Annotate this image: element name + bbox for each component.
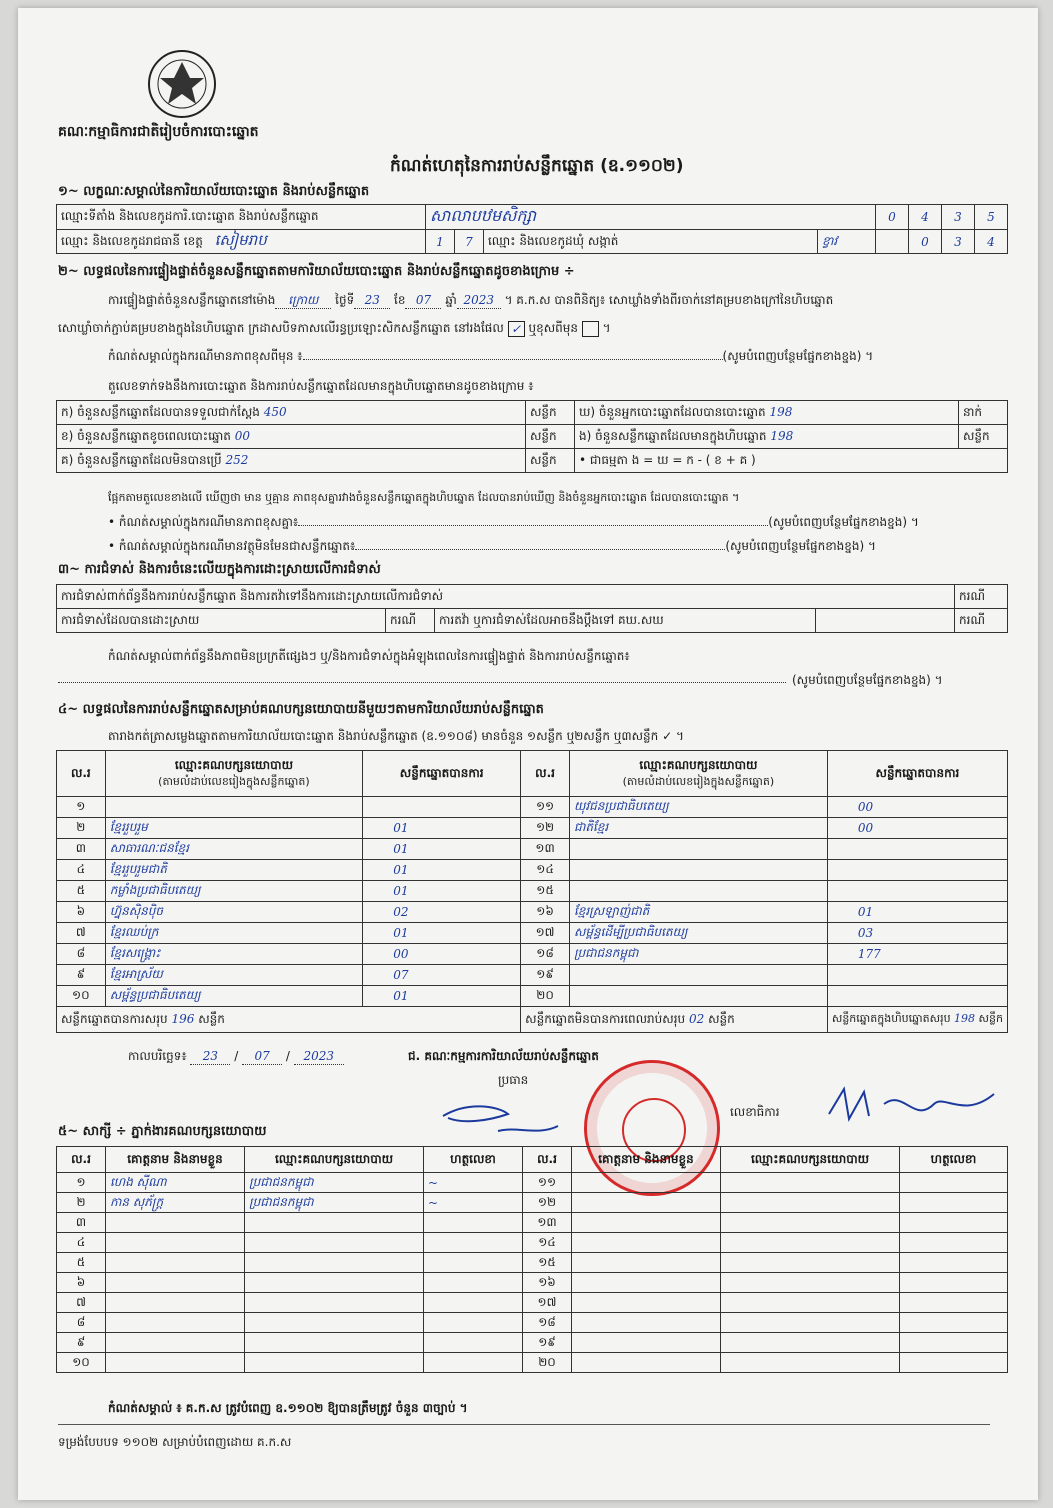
results-no-right: ១៨	[521, 944, 570, 965]
section4-heading: ៤~ លទ្ធផលនៃការរាប់សន្លឹកឆ្នោតសម្រាប់គណបក្សនយោបាយនីមួយៗតាមការិយាល័យរាប់សន្លឹកឆ្នោត	[58, 702, 544, 717]
witness-row	[57, 1353, 1008, 1373]
invalid-total-label: សន្លឹកឆ្នោតមិនបានការពេលរាប់សរុប	[525, 1011, 686, 1026]
voters-unit: នាក់	[959, 401, 1008, 425]
resolved-label: ការជំទាស់ដែលបានដោះស្រាយ	[57, 609, 386, 633]
complaint-label: ការតវ៉ា ឬការជំទាស់ដែលអាចនឹងប្តឹងទៅ គឃ.សឃ	[435, 609, 816, 633]
witness-name-left	[106, 1333, 245, 1353]
witness-col-party-right: ឈ្មោះគណបក្សនយោបាយ	[721, 1147, 900, 1173]
witness-sign-left	[424, 1233, 523, 1253]
results-col-party-sub-right: (តាមលំដាប់លេខរៀងក្នុងសន្លឹកឆ្នោត)	[622, 774, 775, 788]
results-no-right: ១៥	[521, 881, 570, 902]
results-no-left: ១០	[57, 986, 106, 1007]
unused-unit: សន្លឹក	[526, 449, 575, 473]
witness-name-right	[572, 1273, 721, 1293]
results-votes-right	[827, 881, 1007, 902]
difference-note: កំណត់សម្គាល់ក្នុងករណីមានភាពខុសពីមុន ៖ (សូមបំពេញបន្ថែមផ្នែកខាងខ្នង) ។	[108, 349, 874, 363]
box-total-label: សន្លឹកឆ្នោតក្នុងហិបឆ្នោតសរុប	[831, 1011, 951, 1025]
tally-sheet-note: តារាងកត់ត្រាសម្លេងឆ្នោតតាមការិយាល័យបោះឆ្នោត និងរាប់សន្លឹកឆ្នោត (ឧ.១១០៨) មានចំនួន ១សន្លឹក ឬ២សន្លឹក ឬ៣សន្លឹក ✓ ។	[108, 729, 684, 743]
witness-col-no-right: ល.រ	[523, 1147, 572, 1173]
province-code-1: 1	[426, 230, 455, 254]
witness-party-left	[245, 1213, 424, 1233]
witness-sign-left	[424, 1353, 523, 1373]
footnote: កំណត់សម្គាល់ ៖ គ.ក.ស ត្រូវបំពេញ ឧ.១១០២ ឱ្យបានត្រឹមត្រូវ ចំនួន ៣ច្បាប់ ។	[108, 1401, 468, 1415]
results-row	[57, 902, 1008, 923]
secretary-signature	[824, 1084, 1004, 1134]
objections-table	[56, 584, 1008, 633]
witness-name-right	[572, 1213, 721, 1233]
commune-code-blank	[876, 230, 909, 254]
witness-name-right	[572, 1253, 721, 1273]
witness-party-left	[245, 1313, 424, 1333]
province-label: ឈ្មោះ និងលេខកូដរាជធានី ខេត្ត	[61, 233, 203, 248]
note-dotted-line	[58, 682, 786, 683]
witness-party-left	[245, 1333, 424, 1353]
results-row	[57, 881, 1008, 902]
different-checkbox	[582, 321, 599, 337]
results-row	[57, 923, 1008, 944]
box-total: 198	[954, 1011, 976, 1025]
invalid-total: 02	[688, 1011, 705, 1026]
results-votes-left	[363, 797, 521, 818]
commune-code-3: 4	[975, 230, 1008, 254]
witness-no-right: ១២	[523, 1193, 572, 1213]
date-month: 07	[242, 1048, 282, 1065]
results-votes-right: 00	[827, 818, 1007, 839]
commune-name: ខ្វាវ	[817, 230, 875, 254]
secretary-label: លេខាធិការ	[730, 1105, 780, 1119]
received-unit: សន្លឹក	[526, 401, 575, 425]
witness-party-left: ប្រជាជនកម្ពុជា	[245, 1193, 424, 1213]
results-no-right: ១៧	[521, 923, 570, 944]
witness-sign-right	[900, 1233, 1008, 1253]
unused-label: គ) ចំនួនសន្លឹកឆ្នោតដែលមិនបានប្រើ	[61, 452, 222, 467]
witness-no-right: ១៣	[523, 1213, 572, 1233]
witness-sign-left	[424, 1213, 523, 1233]
results-party-left: សម្ព័ន្ធប្រជាធិបតេយ្យ	[105, 986, 363, 1007]
witness-col-name-right: គោត្តនាម និងនាមខ្លួន	[572, 1147, 721, 1173]
witness-no-left: ១០	[57, 1353, 106, 1373]
witness-no-left: ៦	[57, 1273, 106, 1293]
results-votes-left: 01	[363, 860, 521, 881]
witness-name-left	[106, 1273, 245, 1293]
results-row	[57, 860, 1008, 881]
section1-heading: ១~ លក្ខណៈសម្គាល់នៃការិយាល័យបោះឆ្នោត និងរាប់សន្លឹកឆ្នោត	[58, 184, 370, 199]
results-party-left: ខ្មែររួបរួមជាតិ	[105, 860, 363, 881]
results-votes-left: 01	[363, 881, 521, 902]
results-col-no-right: ល.រ	[521, 751, 570, 797]
witness-no-left: ៩	[57, 1333, 106, 1353]
results-votes-right	[827, 986, 1007, 1007]
witness-party-right	[721, 1353, 900, 1373]
results-no-left: ៨	[57, 944, 106, 965]
results-no-left: ៣	[57, 839, 106, 860]
witness-table	[56, 1146, 1008, 1373]
results-party-left: ខ្មែរឈប់ក្រ	[105, 923, 363, 944]
figures-table	[56, 400, 1008, 473]
witness-col-party-left: ឈ្មោះគណបក្សនយោបាយ	[245, 1147, 424, 1173]
results-party-right: ជាតិខ្មែរ	[569, 818, 827, 839]
witness-party-right	[721, 1293, 900, 1313]
document-page	[18, 8, 1038, 1500]
commune-code-1: 0	[909, 230, 942, 254]
place-code-1: 0	[876, 205, 909, 230]
witness-no-left: ១	[57, 1173, 106, 1193]
commune-label: ឈ្មោះ និងលេខកូដឃុំ សង្កាត់	[484, 230, 818, 254]
results-no-left: ១	[57, 797, 106, 818]
chair-label: ប្រធាន	[498, 1073, 529, 1087]
results-party-left: ហ្វ៊ុនស៊ិនប៉ិច	[105, 902, 363, 923]
witness-row	[57, 1273, 1008, 1293]
results-party-right	[569, 839, 827, 860]
witness-no-left: ៣	[57, 1213, 106, 1233]
results-votes-left: 01	[363, 986, 521, 1007]
results-row	[57, 965, 1008, 986]
witness-party-right	[721, 1173, 900, 1193]
results-row	[57, 797, 1008, 818]
place-code-2: 4	[909, 205, 942, 230]
witness-sign-left	[424, 1313, 523, 1333]
results-row	[57, 839, 1008, 860]
discrepancy-note: • កំណត់សម្គាល់ក្នុងករណីមានភាពខុសគ្នា៖ (សូមបំពេញបន្ថែមផ្នែកខាងខ្នង) ។	[108, 515, 919, 529]
witness-row	[57, 1293, 1008, 1313]
spoiled-label: ខ) ចំនួនសន្លឹកឆ្នោតខូចពេលបោះឆ្នោត	[61, 428, 231, 443]
witness-no-left: ៤	[57, 1233, 106, 1253]
results-no-right: ១៣	[521, 839, 570, 860]
witness-party-left	[245, 1353, 424, 1373]
province-cell	[57, 230, 426, 254]
witness-name-left	[106, 1253, 245, 1273]
witness-no-right: ១៧	[523, 1293, 572, 1313]
valid-total-label: សន្លឹកឆ្នោតបានការសរុប	[61, 1011, 168, 1026]
results-votes-left: 07	[363, 965, 521, 986]
place-code-4: 5	[975, 205, 1008, 230]
witness-name-left: កាន សុភ័ក្ត្រ	[106, 1193, 245, 1213]
witness-row	[57, 1213, 1008, 1233]
discrepancy-line: ផ្អែកតាមតួលេខខាងលើ ឃើញថា មាន ឬគ្មាន ភាពខុសគ្នារវាងចំនួនសន្លឹកឆ្នោតក្នុងហិបឆ្នោត ដែលបានរាប់ឃើញ និងចំនួនអ្នកបោះឆ្នោត ដែលបានបោះឆ្នោត ។	[108, 491, 740, 504]
witness-sign-left	[424, 1333, 523, 1353]
date-year: 2023	[294, 1048, 344, 1065]
date-day: 23	[190, 1048, 230, 1065]
commune-code-2: 3	[942, 230, 975, 254]
results-votes-left: 01	[363, 818, 521, 839]
witness-no-right: ១៥	[523, 1253, 572, 1273]
results-party-left: ខ្មែររួបរួម	[105, 818, 363, 839]
voters-value: 198	[769, 404, 793, 419]
witness-no-left: ៧	[57, 1293, 106, 1313]
witness-sign-right	[900, 1173, 1008, 1193]
verification-line-2: សោឃ្លាំចាក់ភ្ជាប់គម្របខាងក្នុងនៃហិបឆ្នោត ក្រដាសបិទភាសលើរន្ធប្រឡោះសិកសន្លឹកឆ្នោត នៅរងផែល ✓ ឬខុសពីមុន ។	[58, 321, 611, 336]
received-value: 450	[263, 404, 287, 419]
results-votes-left: 00	[363, 944, 521, 965]
witness-row	[57, 1193, 1008, 1213]
witness-sign-left	[424, 1293, 523, 1313]
witness-party-left: ប្រជាជនកម្ពុជា	[245, 1173, 424, 1193]
results-votes-left: 01	[363, 839, 521, 860]
same-checkbox: ✓	[508, 321, 525, 337]
witness-col-name-left: គោត្តនាម និងនាមខ្លួន	[106, 1147, 245, 1173]
note-fill-hint: (សូមបំពេញបន្ថែមផ្នែកខាងខ្នង) ។	[792, 673, 943, 687]
witness-col-no-left: ល.រ	[57, 1147, 106, 1173]
verification-line-1: ការផ្ទៀងផ្ទាត់ចំនួនសន្លឹកឆ្នោតនៅម៉ោង ក្រោយ ថ្ងៃទី 23 ខែ 07 ឆ្នាំ 2023 ។ គ.ក.ស បានពិនិត្យ៖ សោឃ្លាំងទាំងពីរចាក់នៅគម្របខាងក្រៅនៃហិបឆ្នោត	[108, 293, 834, 307]
results-row	[57, 818, 1008, 839]
org-name: គណៈកម្មាធិការជាតិរៀបចំការបោះឆ្នោត	[58, 124, 259, 140]
results-party-right: ខ្មែរស្រឡាញ់ជាតិ	[569, 902, 827, 923]
results-row	[57, 944, 1008, 965]
results-col-votes-left: សន្លឹកឆ្នោតបានការ	[363, 751, 521, 797]
witness-name-right	[572, 1233, 721, 1253]
results-col-party-left: ឈ្មោះគណបក្សនយោបាយ	[174, 757, 293, 772]
results-no-left: ៧	[57, 923, 106, 944]
results-votes-right: 03	[827, 923, 1007, 944]
results-no-left: ៩	[57, 965, 106, 986]
witness-no-right: ១៨	[523, 1313, 572, 1333]
form-title: កំណត់ហេតុនៃការរាប់សន្លឹកឆ្នោត (ឧ.១១០២)	[390, 156, 684, 176]
witness-sign-right	[900, 1253, 1008, 1273]
results-no-right: ១២	[521, 818, 570, 839]
unused-value: 252	[225, 452, 249, 467]
results-no-left: ៦	[57, 902, 106, 923]
witness-party-left	[245, 1293, 424, 1313]
witness-name-left	[106, 1233, 245, 1253]
witness-col-sign-right: ហត្ថលេខា	[900, 1147, 1008, 1173]
section5-heading: ៥~ សាក្សី ÷ ភ្នាក់ងារគណបក្សនយោបាយ	[58, 1124, 267, 1139]
witness-no-left: ២	[57, 1193, 106, 1213]
results-party-right	[569, 965, 827, 986]
voters-label: ឃ) ចំនួនអ្នកបោះឆ្នោតដែលបានបោះឆ្នោត	[579, 404, 766, 419]
witness-sign-right	[900, 1293, 1008, 1313]
in-box-label: ង) ចំនួនសន្លឹកឆ្នោតដែលមានក្នុងហិបឆ្នោត	[579, 428, 767, 443]
results-row	[57, 986, 1008, 1007]
witness-sign-left	[424, 1273, 523, 1293]
witness-party-right	[721, 1273, 900, 1293]
witness-sign-left	[424, 1253, 523, 1273]
results-no-left: ២	[57, 818, 106, 839]
section2-heading: ២~ លទ្ធផលនៃការផ្ទៀងផ្ទាត់ចំនួនសន្លឹកឆ្នោតតាមការិយាល័យបោះឆ្នោត និងរាប់សន្លឹកឆ្នោតដូចខាងក្រោម ÷	[58, 264, 575, 279]
witness-name-left: ហេង ស៊ីណា	[106, 1173, 245, 1193]
results-votes-right	[827, 839, 1007, 860]
witness-party-right	[721, 1253, 900, 1273]
witness-row	[57, 1173, 1008, 1193]
results-party-right	[569, 881, 827, 902]
objections-case-1: ករណី	[955, 585, 1008, 609]
objections-row-label: ការជំទាស់ពាក់ព័ន្ធនឹងការរាប់សន្លឹកឆ្នោត និងការតវ៉ាទៅនឹងការដោះស្រាយលើការជំទាស់	[57, 585, 955, 609]
results-votes-right	[827, 965, 1007, 986]
nec-emblem	[146, 48, 218, 120]
figures-intro: តួលេខទាក់ទងនឹងការបោះឆ្នោត និងការរាប់សន្លឹកឆ្នោតដែលមានក្នុងហិបឆ្នោតមានដូចខាងក្រោម ៖	[108, 379, 534, 393]
witness-name-right	[572, 1333, 721, 1353]
place-name: សាលាបឋមសិក្សា	[426, 205, 876, 230]
results-no-right: ១៩	[521, 965, 570, 986]
witness-no-right: ១៦	[523, 1273, 572, 1293]
results-party-right	[569, 860, 827, 881]
results-party-left: ខ្មែរសង្គ្រោះ	[105, 944, 363, 965]
witness-sign-right	[900, 1273, 1008, 1293]
witness-party-right	[721, 1233, 900, 1253]
results-table: ល.រ ឈ្មោះគណបក្សនយោបាយ (តាមលំដាប់លេខរៀងក្នុងសន្លឹកឆ្នោត) សន្លឹកឆ្នោតបានការ ល.រ ឈ្មោះគណបក្សនយោបាយ (តាមលំដាប់លេខរៀងក្នុងសន្លឹកឆ្នោត) សន្លឹកឆ្នោតបានការ ១ ១១ យុវជនប្រជាធិបតេយ្យ 00 ២ ខ្មែររួបរួម 01 ១២ ជាតិខ្មែរ 00 ៣ សាធារណៈជនខ្មែរ 01 ១៣ ៤ ខ្មែររួបរួមជាតិ 01 ១៤ ៥ កម្លាំងប្រជាធិបតេយ្យ 01 ១៥ ៦ ហ្វ៊ុនស៊ិនប៉ិច 02 ១៦ ខ្មែរស្រឡាញ់ជាតិ 01 ៧ ខ្មែរឈប់ក្រ 01 ១៧ សម្ព័ន្ធដើម្បីប្រជាធិបតេយ្យ 03 ៨ ខ្មែរសង្គ្រោះ 00 ១៨ ប្រជាជនកម្ពុជា 177 ៩ ខ្មែរអាស្រ័យ 07 ១៩ ១០ សម្ព័ន្ធប្រជាធិបតេយ្យ 01 ២០ សន្លឹកឆ្នោតបានការសរុប 196 សន្លឹក សន្លឹកឆ្នោតមិនបានការពេលរាប់សរុប 02 សន្លឹក សន្លឹកឆ្នោតក្នុងហិបឆ្នោតសរុប 198 សន្លឹក	[56, 750, 1008, 1033]
non-ballot-note: • កំណត់សម្គាល់ក្នុងករណីមានវត្ថុមិនមែនជាសន្លឹកឆ្នោត៖ (សូមបំពេញបន្ថែមផ្នែកខាងខ្នង) ។	[108, 539, 876, 553]
results-votes-right: 00	[827, 797, 1007, 818]
results-party-right: សម្ព័ន្ធដើម្បីប្រជាធិបតេយ្យ	[569, 923, 827, 944]
witness-no-left: ៨	[57, 1313, 106, 1333]
results-no-right: ១៦	[521, 902, 570, 923]
results-party-right: យុវជនប្រជាធិបតេយ្យ	[569, 797, 827, 818]
witness-sign-right	[900, 1193, 1008, 1213]
in-box-unit: សន្លឹក	[959, 425, 1008, 449]
resolved-case: ករណី	[386, 609, 435, 633]
results-party-left: កម្លាំងប្រជាធិបតេយ្យ	[105, 881, 363, 902]
received-label: ក) ចំនួនសន្លឹកឆ្នោតដែលបានទទួលជាក់ស្តែង	[61, 404, 260, 419]
witness-party-left	[245, 1273, 424, 1293]
results-votes-left: 01	[363, 923, 521, 944]
witness-name-right	[572, 1353, 721, 1373]
results-votes-right: 177	[827, 944, 1007, 965]
witness-name-right	[572, 1293, 721, 1313]
committee-title: ជ. គណៈកម្មការការិយាល័យរាប់សន្លឹកឆ្នោត	[408, 1049, 599, 1063]
witness-sign-left: ~	[424, 1173, 523, 1193]
witness-name-left	[106, 1353, 245, 1373]
results-col-party-sub-left: (តាមលំដាប់លេខរៀងក្នុងសន្លឹកឆ្នោត)	[158, 774, 310, 788]
witness-row	[57, 1333, 1008, 1353]
witness-col-sign-left: ហត្ថលេខា	[424, 1147, 523, 1173]
date-line: កាលបរិច្ឆេទ៖ 23 / 07 / 2023	[128, 1048, 344, 1065]
witness-sign-right	[900, 1333, 1008, 1353]
witness-no-left: ៥	[57, 1253, 106, 1273]
results-no-right: ២០	[521, 986, 570, 1007]
results-col-party-right: ឈ្មោះគណបក្សនយោបាយ	[639, 757, 758, 772]
form-note: ទម្រង់បែបបទ ១១០២ សម្រាប់បំពេញដោយ គ.ក.ស	[58, 1435, 292, 1449]
spoiled-value: 00	[234, 428, 251, 443]
place-label: ឈ្មោះទីតាំង និងលេខកូដការិ.បោះឆ្នោត និងរាប់សន្លឹកឆ្នោត	[57, 205, 426, 230]
witness-name-right	[572, 1193, 721, 1213]
results-party-right: ប្រជាជនកម្ពុជា	[569, 944, 827, 965]
witness-sign-right	[900, 1353, 1008, 1373]
witness-no-right: ២០	[523, 1353, 572, 1373]
witness-sign-right	[900, 1213, 1008, 1233]
witness-party-right	[721, 1193, 900, 1213]
valid-total: 196	[171, 1011, 195, 1026]
section3-heading: ៣~ ការជំទាស់ និងការចំនេះលើយក្នុងការដោះស្រាយលើការជំទាស់	[58, 562, 381, 577]
witness-no-right: ១៩	[523, 1333, 572, 1353]
witness-party-left	[245, 1253, 424, 1273]
province-code-2: 7	[455, 230, 484, 254]
witness-row	[57, 1253, 1008, 1273]
witness-sign-right	[900, 1313, 1008, 1333]
witness-name-right	[572, 1313, 721, 1333]
results-party-right	[569, 986, 827, 1007]
witness-party-right	[721, 1333, 900, 1353]
formula: • ជាធម្មតា ង = ឃ = ក - ( ខ + គ )	[575, 449, 1008, 473]
witness-no-right: ១៤	[523, 1233, 572, 1253]
results-no-right: ១៤	[521, 860, 570, 881]
province-name: សៀមរាប	[214, 230, 267, 249]
witness-party-left	[245, 1233, 424, 1253]
irregularity-note: កំណត់សម្គាល់ពាក់ព័ន្ធនឹងភាពមិនប្រក្រតីផ្សេងៗ ឬ/និងការជំទាស់ក្នុងអំឡុងពេលនៃការផ្ទៀងផ្ទាត់ និងការរាប់សន្លឹកឆ្នោត៖	[108, 649, 630, 663]
witness-name-left	[106, 1293, 245, 1313]
witness-row	[57, 1233, 1008, 1253]
chair-signature	[438, 1096, 568, 1146]
results-col-votes-right: សន្លឹកឆ្នោតបានការ	[827, 751, 1007, 797]
results-no-left: ៤	[57, 860, 106, 881]
results-votes-right: 01	[827, 902, 1007, 923]
place-code-3: 3	[942, 205, 975, 230]
witness-party-right	[721, 1213, 900, 1233]
witness-sign-left: ~	[424, 1193, 523, 1213]
witness-no-right: ១១	[523, 1173, 572, 1193]
results-no-right: ១១	[521, 797, 570, 818]
in-box-value: 198	[770, 428, 794, 443]
results-party-left: សាធារណៈជនខ្មែរ	[105, 839, 363, 860]
results-party-left	[105, 797, 363, 818]
results-votes-left: 02	[363, 902, 521, 923]
witness-name-left	[106, 1213, 245, 1233]
spoiled-unit: សន្លឹក	[526, 425, 575, 449]
results-votes-right	[827, 860, 1007, 881]
results-party-left: ខ្មែរអាស្រ័យ	[105, 965, 363, 986]
complaint-case: ករណី	[955, 609, 1008, 633]
footer-divider	[58, 1424, 990, 1425]
witness-party-right	[721, 1313, 900, 1333]
results-col-no-left: ល.រ	[57, 751, 106, 797]
witness-row	[57, 1313, 1008, 1333]
section1-table	[56, 204, 1008, 254]
witness-name-left	[106, 1313, 245, 1333]
results-no-left: ៥	[57, 881, 106, 902]
witness-name-right	[572, 1173, 721, 1193]
